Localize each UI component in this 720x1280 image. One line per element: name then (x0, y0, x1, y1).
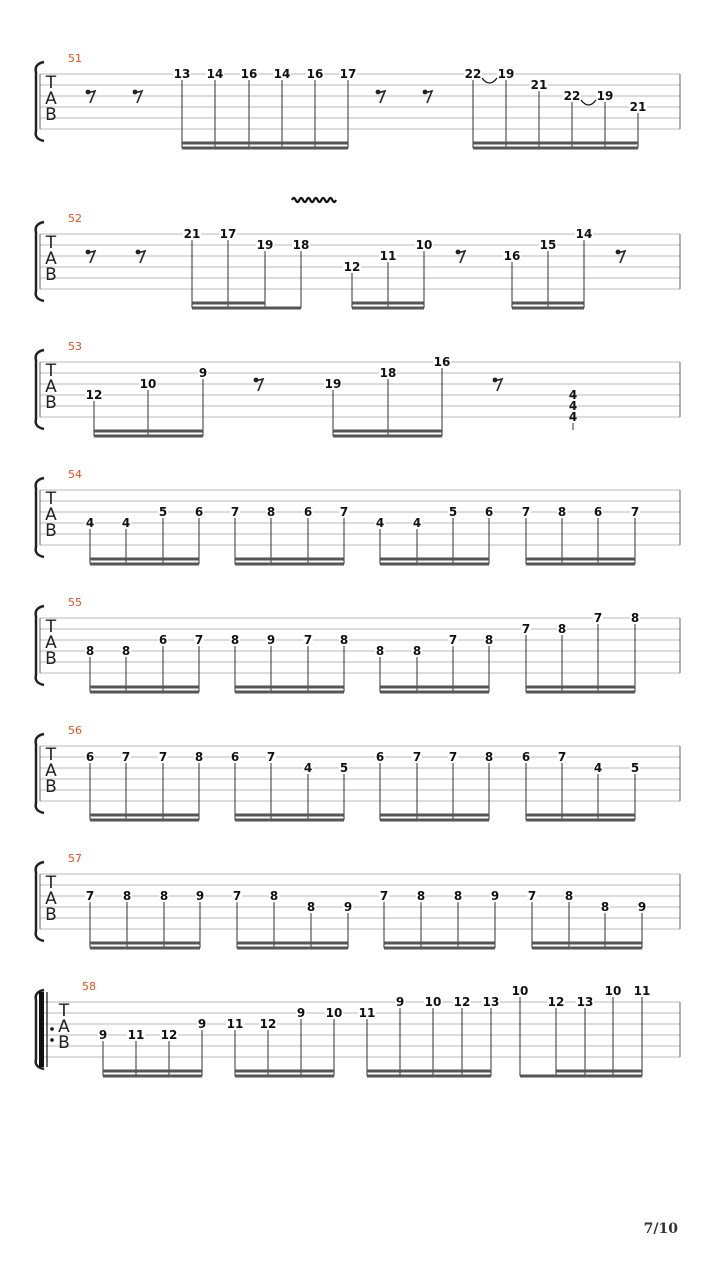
fret-number: 7 (339, 505, 349, 519)
fret-number: 9 (197, 1017, 207, 1031)
fret-number: 21 (629, 100, 647, 114)
fret-number: 4 (303, 761, 313, 775)
fret-number: 7 (593, 611, 603, 625)
eighth-rest-stem (134, 91, 142, 103)
fret-number: 18 (379, 366, 397, 380)
fret-number: 7 (521, 505, 531, 519)
fret-number: 7 (379, 889, 389, 903)
beam-secondary (367, 1070, 491, 1073)
fret-number: 8 (557, 622, 567, 636)
fret-number: 21 (530, 78, 548, 92)
fret-number: 6 (158, 633, 168, 647)
beam (473, 147, 638, 150)
tab-clef-letter: A (58, 1017, 70, 1037)
fret-number: 8 (230, 633, 240, 647)
fret-number: 5 (448, 505, 458, 519)
tab-system-57 (36, 852, 680, 950)
tab-system-58 (36, 980, 680, 1078)
beam (90, 819, 199, 822)
beam-secondary (380, 686, 489, 689)
eighth-rest-stem (87, 251, 95, 263)
fret-number: 17 (219, 227, 237, 241)
fret-number: 14 (575, 227, 593, 241)
beam (367, 1075, 491, 1078)
page-number: 7/10 (643, 1221, 678, 1237)
fret-number: 13 (576, 995, 594, 1009)
fret-number: 7 (303, 633, 313, 647)
fret-number: 8 (194, 750, 204, 764)
fret-number: 19 (596, 89, 614, 103)
chord-fret-number: 4 (568, 399, 578, 413)
tab-clef-letter: T (45, 617, 57, 637)
fret-number: 7 (527, 889, 537, 903)
measure-number: 53 (68, 340, 82, 353)
fret-number: 10 (139, 377, 157, 391)
fret-number: 7 (266, 750, 276, 764)
tab-clef-letter: B (45, 105, 57, 125)
beam (103, 1075, 202, 1078)
eighth-rest-stem (424, 91, 432, 103)
beam-secondary (526, 686, 635, 689)
tab-clef-letter: B (45, 265, 57, 285)
tab-clef-letter: B (45, 777, 57, 797)
fret-number: 16 (306, 67, 324, 81)
beam-secondary (380, 558, 489, 561)
chord-fret-number: 4 (568, 410, 578, 424)
repeat-dot (50, 1038, 54, 1042)
fret-number: 4 (85, 516, 95, 530)
tab-clef-letter: T (45, 745, 57, 765)
beam-secondary (94, 430, 203, 433)
vibrato-mark (292, 198, 336, 202)
tab-clef-letter: T (45, 873, 57, 893)
fret-number: 8 (630, 611, 640, 625)
tab-system-51 (36, 52, 680, 150)
fret-number: 8 (557, 505, 567, 519)
beam (90, 947, 200, 950)
beam (235, 691, 344, 694)
beam-secondary (90, 942, 200, 945)
beam-secondary (90, 686, 199, 689)
fret-number: 8 (453, 889, 463, 903)
measure-number: 55 (68, 596, 82, 609)
fret-number: 8 (600, 900, 610, 914)
eighth-rest-stem (617, 251, 625, 263)
tab-clef-letter: T (45, 233, 57, 253)
fret-number: 16 (433, 355, 451, 369)
fret-number: 8 (159, 889, 169, 903)
beam (237, 947, 348, 950)
tab-clef-letter: A (45, 89, 57, 109)
fret-number: 12 (343, 260, 361, 274)
tab-system-53 (36, 340, 680, 438)
measure-number: 54 (68, 468, 82, 481)
fret-number: 7 (521, 622, 531, 636)
beam (380, 819, 489, 822)
fret-number: 7 (121, 750, 131, 764)
beam (384, 947, 495, 950)
fret-number: 8 (306, 900, 316, 914)
fret-number: 12 (160, 1028, 178, 1042)
tab-system-54 (36, 468, 680, 566)
fret-number: 12 (85, 388, 103, 402)
tab-clef-letter: A (45, 249, 57, 269)
beam-secondary (512, 302, 584, 305)
fret-number: 8 (339, 633, 349, 647)
fret-number: 22 (464, 67, 482, 81)
fret-number: 7 (448, 633, 458, 647)
measure-number: 52 (68, 212, 82, 225)
fret-number: 7 (557, 750, 567, 764)
fret-number: 22 (563, 89, 581, 103)
fret-number: 6 (230, 750, 240, 764)
fret-number: 8 (484, 633, 494, 647)
beam-secondary (384, 942, 495, 945)
eighth-rest-stem (457, 251, 465, 263)
beam (235, 819, 344, 822)
beam-secondary (380, 814, 489, 817)
fret-number: 8 (122, 889, 132, 903)
fret-number: 6 (85, 750, 95, 764)
beam (526, 819, 635, 822)
fret-number: 19 (497, 67, 515, 81)
beam (90, 691, 199, 694)
beam (520, 1075, 642, 1078)
tab-clef-letter: B (45, 521, 57, 541)
fret-number: 9 (266, 633, 276, 647)
fret-number: 8 (269, 889, 279, 903)
fret-number: 9 (98, 1028, 108, 1042)
fret-number: 11 (358, 1006, 376, 1020)
fret-number: 7 (194, 633, 204, 647)
fret-number: 8 (416, 889, 426, 903)
fret-number: 6 (593, 505, 603, 519)
fret-number: 11 (226, 1017, 244, 1031)
tab-clef-letter: B (58, 1033, 70, 1053)
fret-number: 13 (482, 995, 500, 1009)
tab-clef-letter: T (45, 361, 57, 381)
beam (352, 307, 424, 310)
fret-number: 9 (195, 889, 205, 903)
fret-number: 10 (424, 995, 442, 1009)
slur (581, 100, 596, 105)
tab-clef-letter: B (45, 649, 57, 669)
fret-number: 5 (339, 761, 349, 775)
fret-number: 12 (453, 995, 471, 1009)
fret-number: 10 (511, 984, 529, 998)
fret-number: 9 (637, 900, 647, 914)
fret-number: 8 (266, 505, 276, 519)
repeat-dot (50, 1027, 54, 1031)
beam-secondary (333, 430, 442, 433)
beam (526, 691, 635, 694)
beam-secondary (90, 558, 199, 561)
beam-secondary (473, 142, 638, 145)
fret-number: 8 (85, 644, 95, 658)
beam (235, 563, 344, 566)
eighth-rest-stem (137, 251, 145, 263)
measure-number: 51 (68, 52, 82, 65)
beam-secondary (352, 302, 424, 305)
tab-clef-letter: B (45, 905, 57, 925)
fret-number: 14 (206, 67, 224, 81)
tab-clef-letter: A (45, 633, 57, 653)
fret-number: 7 (85, 889, 95, 903)
fret-number: 7 (230, 505, 240, 519)
tab-clef-letter: T (58, 1001, 70, 1021)
measure-number: 57 (68, 852, 82, 865)
tab-clef-letter: A (45, 505, 57, 525)
beam-secondary (90, 814, 199, 817)
measure-number: 56 (68, 724, 82, 737)
fret-number: 6 (484, 505, 494, 519)
beam (532, 947, 642, 950)
beam-secondary (556, 1070, 642, 1073)
fret-number: 7 (630, 505, 640, 519)
tab-clef-letter: A (45, 377, 57, 397)
fret-number: 8 (484, 750, 494, 764)
tab-clef-letter: T (45, 73, 57, 93)
fret-number: 16 (503, 249, 521, 263)
tab-clef-letter: A (45, 761, 57, 781)
fret-number: 8 (121, 644, 131, 658)
fret-number: 4 (593, 761, 603, 775)
fret-number: 8 (375, 644, 385, 658)
fret-number: 6 (194, 505, 204, 519)
fret-number: 6 (303, 505, 313, 519)
beam (333, 435, 442, 438)
fret-number: 10 (415, 238, 433, 252)
tab-system-52 (36, 198, 680, 310)
fret-number: 18 (292, 238, 310, 252)
beam-secondary (532, 942, 642, 945)
fret-number: 7 (412, 750, 422, 764)
beam-secondary (103, 1070, 202, 1073)
fret-number: 10 (604, 984, 622, 998)
beam (380, 563, 489, 566)
tab-clef-letter: A (45, 889, 57, 909)
fret-number: 5 (630, 761, 640, 775)
fret-number: 11 (379, 249, 397, 263)
beam-secondary (235, 1070, 334, 1073)
fret-number: 9 (198, 366, 208, 380)
fret-number: 9 (343, 900, 353, 914)
fret-number: 7 (232, 889, 242, 903)
fret-number: 8 (412, 644, 422, 658)
beam-secondary (526, 558, 635, 561)
fret-number: 8 (564, 889, 574, 903)
tab-clef-letter: T (45, 489, 57, 509)
fret-number: 12 (259, 1017, 277, 1031)
beam (94, 435, 203, 438)
beam-secondary (235, 558, 344, 561)
beam-secondary (237, 942, 348, 945)
fret-number: 4 (375, 516, 385, 530)
fret-number: 7 (158, 750, 168, 764)
fret-number: 4 (412, 516, 422, 530)
tab-system-56 (36, 724, 680, 822)
beam (235, 1075, 334, 1078)
fret-number: 6 (375, 750, 385, 764)
beam (182, 147, 348, 150)
beam-secondary (235, 814, 344, 817)
slur (482, 78, 497, 83)
fret-number: 19 (256, 238, 274, 252)
fret-number: 9 (395, 995, 405, 1009)
fret-number: 16 (240, 67, 258, 81)
fret-number: 9 (490, 889, 500, 903)
fret-number: 15 (539, 238, 557, 252)
tab-system-55 (36, 596, 680, 694)
fret-number: 5 (158, 505, 168, 519)
fret-number: 6 (521, 750, 531, 764)
beam (192, 307, 301, 310)
fret-number: 11 (633, 984, 651, 998)
fret-number: 14 (273, 67, 291, 81)
beam (526, 563, 635, 566)
repeat-thick-bar (39, 992, 44, 1067)
beam-secondary (526, 814, 635, 817)
beam (380, 691, 489, 694)
fret-number: 11 (127, 1028, 145, 1042)
fret-number: 7 (448, 750, 458, 764)
fret-number: 10 (325, 1006, 343, 1020)
eighth-rest-stem (494, 379, 502, 391)
beam (512, 307, 584, 310)
beam-secondary (192, 302, 265, 305)
eighth-rest-stem (377, 91, 385, 103)
fret-number: 17 (339, 67, 357, 81)
eighth-rest-stem (87, 91, 95, 103)
fret-number: 9 (296, 1006, 306, 1020)
fret-number: 4 (121, 516, 131, 530)
beam-secondary (235, 686, 344, 689)
beam (90, 563, 199, 566)
fret-number: 12 (547, 995, 565, 1009)
beam-secondary (182, 142, 348, 145)
fret-number: 21 (183, 227, 201, 241)
fret-number: 19 (324, 377, 342, 391)
eighth-rest-stem (255, 379, 263, 391)
fret-number: 13 (173, 67, 191, 81)
tab-clef-letter: B (45, 393, 57, 413)
measure-number: 58 (82, 980, 96, 993)
chord-fret-number: 4 (568, 388, 578, 402)
